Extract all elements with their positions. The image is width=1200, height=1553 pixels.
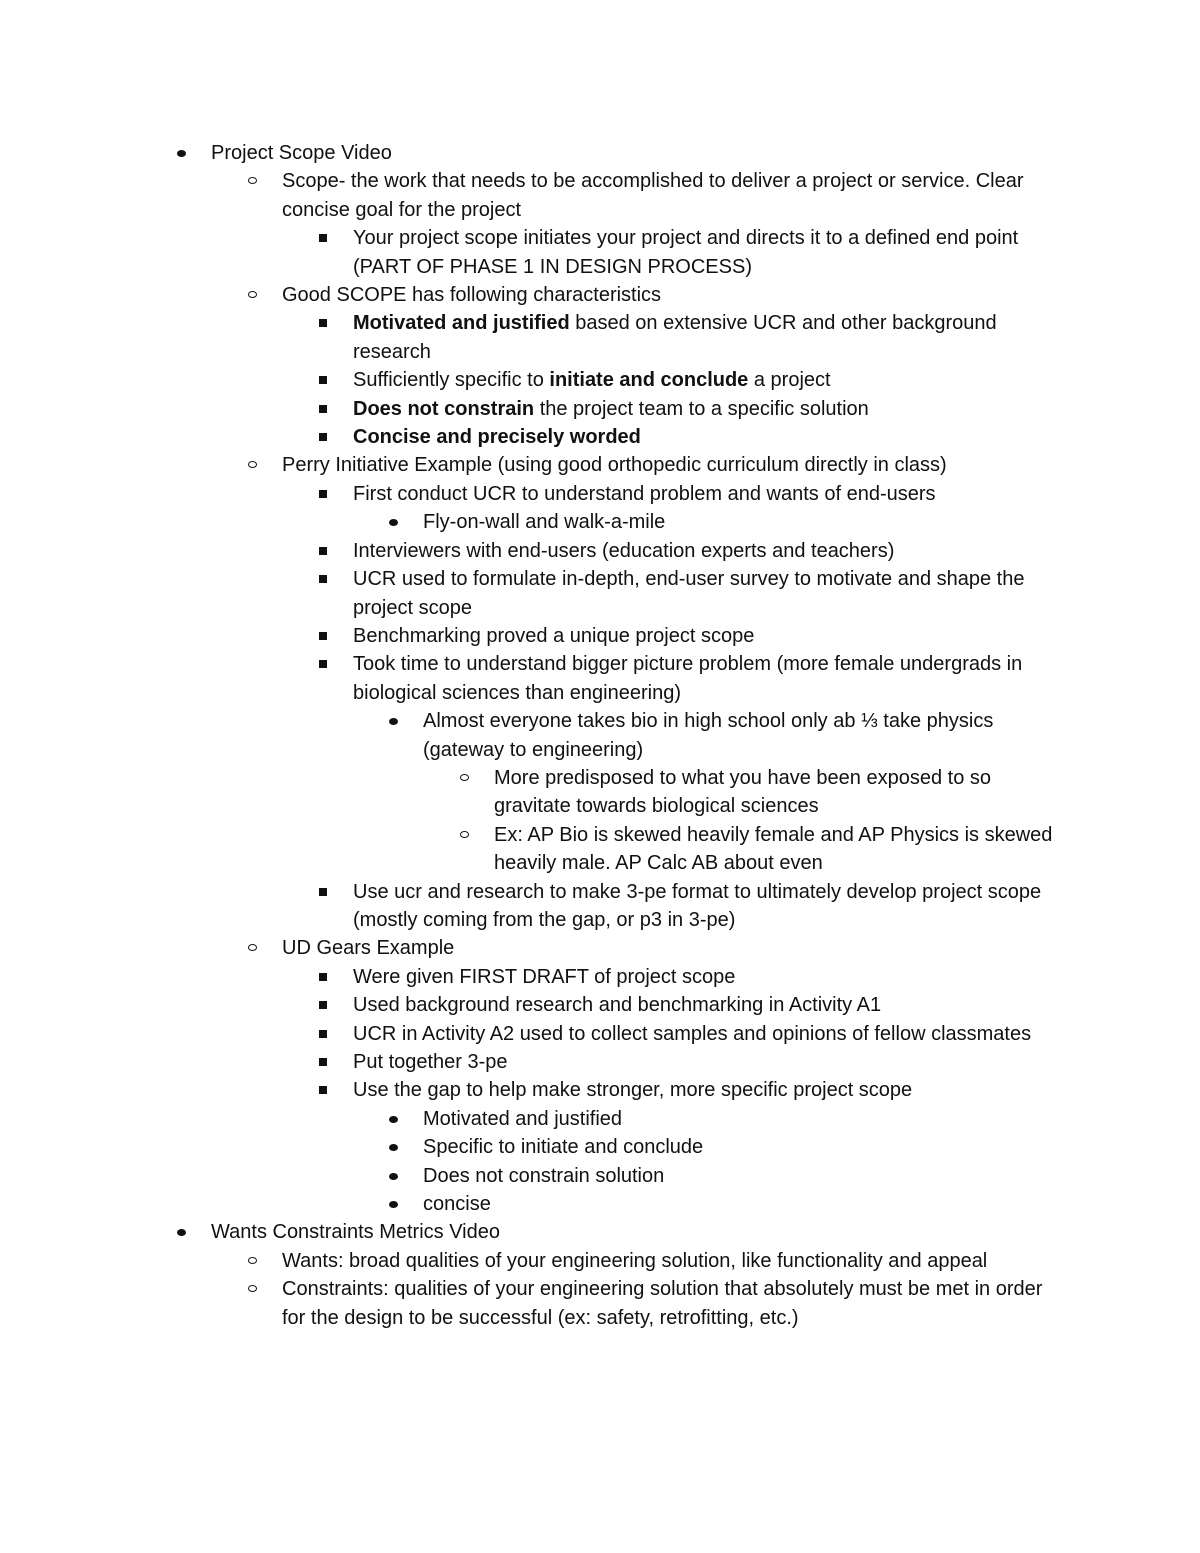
hollow-bullet-icon	[248, 944, 257, 951]
list-item	[0, 1218, 1061, 1246]
text-segment: Almost everyone takes bio in high school only ab ⅓ take physics (gateway to engineering)	[423, 710, 994, 761]
bold-text-segment: initiate and conclude	[549, 369, 749, 392]
list-item-text	[282, 937, 454, 959]
filled-bullet-icon	[389, 519, 398, 526]
list-item-text	[423, 511, 665, 533]
text-segment: concise	[423, 1193, 491, 1216]
bold-text-segment: Does not constrain	[353, 397, 535, 420]
text-segment: Used background research and benchmarking in Activity A1	[353, 994, 882, 1017]
list-item	[0, 224, 1063, 281]
list-item-text	[353, 398, 869, 420]
list-item-text	[423, 1108, 622, 1130]
hollow-bullet-icon	[460, 774, 469, 781]
list-item	[0, 622, 1063, 650]
list-item-text	[353, 540, 894, 562]
list-item-text	[353, 227, 1018, 277]
list-item	[0, 480, 1063, 508]
list-item	[0, 991, 1063, 1019]
text-segment: a project	[748, 369, 831, 392]
list-item	[0, 1133, 1063, 1161]
list-item	[0, 1247, 1062, 1275]
text-segment: Scope- the work that needs to be accomplished to deliver a project or service. Clear concise goal for the project	[282, 170, 1024, 221]
list-item-text	[423, 710, 993, 760]
list-item-text	[282, 1250, 987, 1272]
text-segment: the project team to a specific solution	[534, 397, 869, 420]
filled-bullet-icon	[389, 1116, 398, 1123]
filled-bullet-icon	[177, 150, 186, 157]
square-bullet-icon	[319, 575, 327, 583]
filled-bullet-icon	[177, 1229, 186, 1236]
square-bullet-icon	[319, 973, 327, 981]
list-item	[0, 878, 1063, 935]
list-item	[0, 707, 1063, 764]
square-bullet-icon	[319, 234, 327, 242]
hollow-bullet-icon	[248, 177, 257, 184]
square-bullet-icon	[319, 1086, 327, 1094]
text-segment: Specific to initiate and conclude	[423, 1136, 704, 1159]
square-bullet-icon	[319, 1058, 327, 1066]
list-item-text	[423, 1165, 664, 1187]
text-segment: Good SCOPE has following characteristics	[282, 284, 662, 307]
list-item-text	[353, 369, 831, 391]
square-bullet-icon	[319, 1030, 327, 1038]
list-item-text	[353, 1051, 508, 1073]
filled-bullet-icon	[389, 1173, 398, 1180]
filled-bullet-icon	[389, 1144, 398, 1151]
list-item	[0, 963, 1063, 991]
list-item	[0, 508, 1063, 536]
list-item	[0, 1105, 1063, 1133]
text-segment: UCR in Activity A2 used to collect samples and opinions of fellow classmates	[353, 1022, 1032, 1045]
list-item	[0, 1020, 1063, 1048]
list-item	[0, 934, 1062, 962]
list-item-text	[353, 1023, 1031, 1045]
list-item-text	[353, 568, 1024, 618]
square-bullet-icon	[319, 490, 327, 498]
text-segment: Wants Constraints Metrics Video	[211, 1221, 500, 1244]
text-segment: UD Gears Example	[282, 937, 455, 960]
list-item	[0, 764, 1064, 821]
list-item	[0, 1190, 1063, 1218]
text-segment: Wants: broad qualities of your engineering solution, like functionality and appeal	[282, 1249, 988, 1272]
text-segment: First conduct UCR to understand problem and wants of end-users	[353, 482, 936, 505]
text-segment: Interviewers with end-users (education experts and teachers)	[353, 539, 895, 562]
list-item	[0, 423, 1063, 451]
list-item	[0, 650, 1063, 707]
list-item-text	[494, 824, 1052, 874]
list-item-text	[211, 1221, 500, 1243]
text-segment: Benchmarking proved a unique project scope	[353, 624, 755, 647]
list-item	[0, 1076, 1063, 1104]
text-segment: Perry Initiative Example (using good orthopedic curriculum directly in class)	[282, 454, 947, 477]
text-segment: Use the gap to help make stronger, more specific project scope	[353, 1079, 913, 1102]
text-segment: Were given FIRST DRAFT of project scope	[353, 965, 736, 988]
square-bullet-icon	[319, 433, 327, 441]
square-bullet-icon	[319, 888, 327, 896]
filled-bullet-icon	[389, 718, 398, 725]
hollow-bullet-icon	[248, 461, 257, 468]
list-item	[0, 451, 1062, 479]
list-item	[0, 1048, 1063, 1076]
list-item	[0, 139, 1061, 167]
list-item-text	[282, 170, 1023, 220]
square-bullet-icon	[319, 376, 327, 384]
hollow-bullet-icon	[248, 1257, 257, 1264]
text-segment: Does not constrain solution	[423, 1164, 665, 1187]
list-item-text	[353, 1079, 912, 1101]
text-segment: UCR used to formulate in-depth, end-user survey to motivate and shape the project scope	[353, 568, 1025, 619]
list-item	[0, 565, 1063, 622]
list-item-text	[423, 1136, 703, 1158]
hollow-bullet-icon	[248, 1285, 257, 1292]
filled-bullet-icon	[389, 1201, 398, 1208]
hollow-bullet-icon	[248, 291, 257, 298]
text-segment: Ex: AP Bio is skewed heavily female and AP Physics is skewed heavily male. AP Calc AB about even	[494, 823, 1053, 875]
text-segment: Project Scope Video	[211, 142, 392, 164]
list-item-text	[353, 312, 997, 362]
list-item-text	[353, 483, 936, 505]
list-item-text	[211, 142, 392, 164]
bold-text-segment: Concise and precisely worded	[353, 426, 641, 449]
list-item-text	[282, 1278, 1042, 1328]
text-segment: based on extensive UCR and other background research	[353, 312, 997, 363]
text-segment: Your project scope initiates your project and directs it to a defined end point (PART OF PHASE 1 IN DESIGN PROCESS)	[353, 227, 1019, 278]
list-item-text	[494, 767, 991, 817]
bold-text-segment: Motivated and justified	[353, 312, 570, 335]
list-item	[0, 309, 1063, 366]
list-item-text	[353, 653, 1022, 703]
list-item	[0, 167, 1062, 224]
square-bullet-icon	[319, 1001, 327, 1009]
list-item-text	[353, 994, 881, 1016]
list-item-text	[423, 1193, 491, 1215]
text-segment: Fly-on-wall and walk-a-mile	[423, 511, 666, 534]
square-bullet-icon	[319, 547, 327, 555]
list-item-text	[282, 454, 947, 476]
hollow-bullet-icon	[460, 831, 469, 838]
list-item	[0, 1275, 1062, 1332]
list-item-text	[353, 966, 735, 988]
list-item	[0, 821, 1064, 878]
text-segment: Put together 3-pe	[353, 1051, 508, 1073]
text-segment: More predisposed to what you have been exposed to so gravitate towards biological sciences	[494, 766, 991, 818]
text-segment: Use ucr and research to make 3-pe format to ultimately develop project scope (mostly coming from the gap, or p3 in 3-pe)	[353, 880, 1042, 931]
list-item-text	[282, 284, 661, 306]
text-segment: Sufficiently specific to	[353, 369, 550, 392]
list-item	[0, 395, 1063, 423]
text-segment: Motivated and justified	[423, 1107, 623, 1130]
list-item	[0, 366, 1063, 394]
square-bullet-icon	[319, 319, 327, 327]
bullet-outline	[0, 139, 1200, 1332]
list-item-text	[353, 625, 754, 647]
list-item	[0, 1162, 1063, 1190]
list-item-text	[353, 426, 641, 448]
text-segment: Took time to understand bigger picture problem (more female undergrads in biological sciences than engineering)	[353, 653, 1023, 704]
text-segment: Constraints: qualities of your engineering solution that absolutely must be met in order for the design to be successful (ex: safety, retrofitting, etc.)	[282, 1278, 1043, 1329]
square-bullet-icon	[319, 405, 327, 413]
list-item	[0, 537, 1063, 565]
list-item	[0, 281, 1062, 309]
square-bullet-icon	[319, 632, 327, 640]
square-bullet-icon	[319, 660, 327, 668]
list-item-text	[353, 881, 1041, 931]
